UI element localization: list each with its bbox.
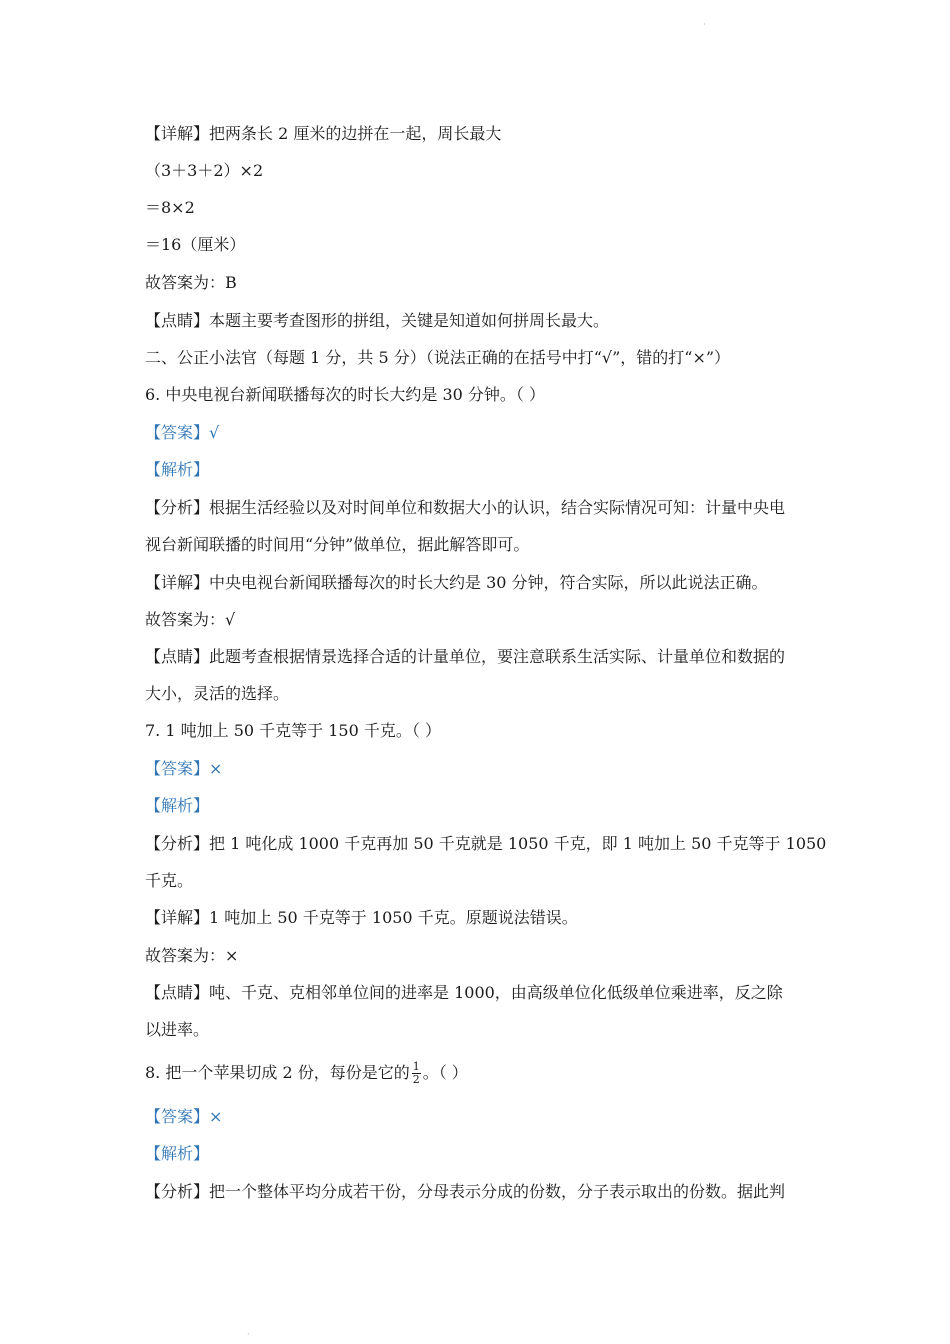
fraction <box>412 1061 421 1086</box>
question-8-prefix: 8. 把一个苹果切成 2 份，每份是它的 <box>145 1063 410 1082</box>
detail-line-6: 【详解】中央电视台新闻联播每次的时长大约是 30 分钟，符合实际，所以此说法正确。 <box>145 573 768 592</box>
calc-line-3: ＝16（厘米） <box>145 235 246 254</box>
answer-label-8: 【答案】× <box>145 1107 223 1126</box>
question-7: 7. 1 吨加上 50 千克等于 150 千克。（ ） <box>145 721 441 740</box>
answer-label-6: 【答案】√ <box>145 423 220 442</box>
answer-summary-6: 故答案为：√ <box>145 610 236 629</box>
detail-line-7: 【详解】1 吨加上 50 千克等于 1050 千克。原题说法错误。 <box>145 908 578 927</box>
analysis-line-7b: 千克。 <box>145 871 194 890</box>
answer-summary: 故答案为：B <box>145 273 237 292</box>
comment-line-6b: 大小，灵活的选择。 <box>145 684 290 703</box>
question-8-suffix: 。（ ） <box>422 1063 468 1082</box>
fraction-numerator: 1 <box>412 1060 420 1073</box>
comment-line-7b: 以进率。 <box>145 1020 210 1039</box>
analysis-line-8a: 【分析】把一个整体平均分成若干份，分母表示分成的份数，分子表示取出的份数。据此判 <box>145 1182 786 1201</box>
analysis-line-6a: 【分析】根据生活经验以及对时间单位和数据大小的认识，结合实际情况可知：计量中央电 <box>145 498 786 517</box>
analysis-label-8: 【解析】 <box>145 1144 210 1163</box>
comment-line-6a: 【点睛】此题考查根据情景选择合适的计量单位，要注意联系生活实际、计量单位和数据的 <box>145 647 786 666</box>
analysis-line-6b: 视台新闻联播的时间用“分钟”做单位，据此解答即可。 <box>145 535 530 554</box>
comment-line-7a: 【点睛】吨、千克、克相邻单位间的进率是 1000，由高级单位化低级单位乘进率，反之除 <box>145 983 783 1002</box>
corner-mark-top: · <box>703 20 706 29</box>
corner-mark-bottom: · <box>247 1330 250 1339</box>
calc-line-1: （3＋3＋2）×2 <box>145 161 264 180</box>
section-heading: 二、公正小法官（每题 1 分，共 5 分）（说法正确的在括号中打“√”，错的打“×”） <box>145 348 731 367</box>
answer-summary-7: 故答案为：× <box>145 946 239 965</box>
analysis-label-6: 【解析】 <box>145 460 210 479</box>
analysis-line-7a: 【分析】把 1 吨化成 1000 千克再加 50 千克就是 1050 千克，即 1 吨加上 50 千克等于 1050 <box>145 834 827 853</box>
detail-line: 【详解】把两条长 2 厘米的边拼在一起，周长最大 <box>145 124 502 143</box>
answer-label-7: 【答案】× <box>145 759 223 778</box>
analysis-label-7: 【解析】 <box>145 796 210 815</box>
question-8 <box>145 1061 468 1086</box>
question-6: 6. 中央电视台新闻联播每次的时长大约是 30 分钟。（ ） <box>145 385 545 404</box>
comment-line: 【点睛】本题主要考查图形的拼组，关键是知道如何拼周长最大。 <box>145 311 610 330</box>
calc-line-2: ＝8×2 <box>145 198 195 217</box>
fraction-denominator: 2 <box>412 1073 420 1086</box>
